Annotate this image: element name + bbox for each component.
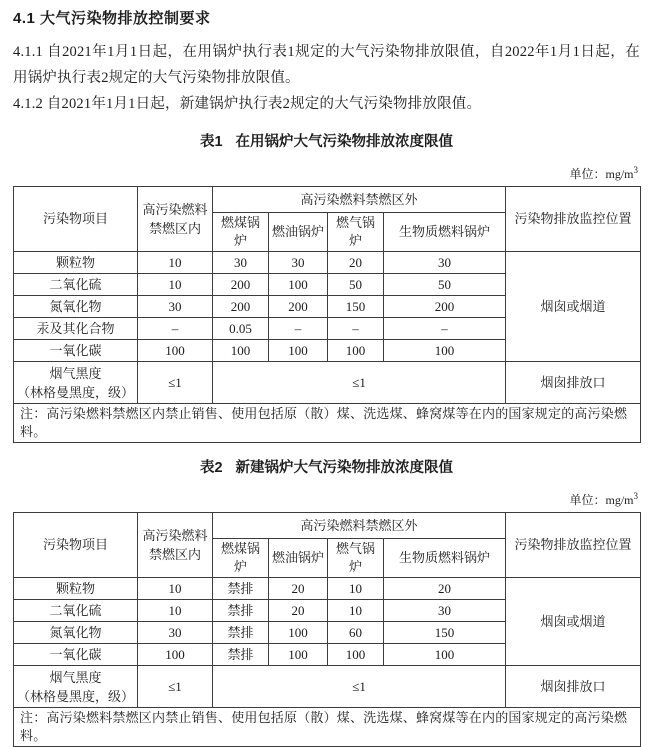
value-cell: – [384,318,506,340]
th-outside-ban-zone: 高污染燃料禁燃区外 [213,513,506,539]
table-row [14,578,641,600]
th-pollutant-item: 污染物项目 [14,187,138,252]
th-inside-ban-zone: 高污染燃料禁燃区内 [138,513,213,578]
pollutant-name-cell: 一氧化碳 [14,340,138,362]
pollutant-name-cell: 二氧化硫 [14,274,138,296]
value-cell: 100 [269,274,328,296]
paragraph-4-1-2: 4.1.2 自2021年1月1日起，新建锅炉执行表2规定的大气污染物排放限值。 [13,96,482,112]
value-cell: – [138,318,213,340]
note-row [14,404,641,443]
value-cell: 20 [269,600,328,622]
table2-caption-number: 表2 [199,460,223,476]
pollutant-name-cell: 颗粒物 [14,578,138,600]
th-monitor-position: 污染物排放监控位置 [506,513,641,578]
unit-superscript: 3 [633,165,638,175]
value-cell: 30 [384,600,506,622]
monitor-position-cell: 烟囱排放口 [506,362,641,404]
value-cell: 10 [328,578,384,600]
value-cell: – [269,318,328,340]
table1-in-use-boiler-limits [13,186,641,443]
value-cell: 10 [138,274,213,296]
value-cell: 0.05 [213,318,269,340]
value-cell: 100 [269,340,328,362]
th-pollutant-item: 污染物项目 [14,513,138,578]
paragraph-4-1-1: 4.1.1 自2021年1月1日起，在用锅炉执行表1规定的大气污染物排放限值，自2022年1月1日起，在用锅炉执行表2规定的大气污染物排放限值。 [13,44,640,86]
monitor-position-cell: 烟囱或烟道 [506,252,641,362]
value-cell: 30 [138,622,213,644]
table2-unit-label [13,489,640,507]
value-cell: 禁排 [213,578,269,600]
th-outside-ban-zone: 高污染燃料禁燃区外 [213,187,506,213]
pollutant-name-cell: 二氧化硫 [14,600,138,622]
pollutant-name-cell: 氮氧化物 [14,622,138,644]
table1-caption-number: 表1 [199,134,223,150]
value-cell: 禁排 [213,600,269,622]
table-note: 注：高污染燃料禁燃区内禁止销售、使用包括原（散）煤、洗选煤、蜂窝煤等在内的国家规定的高污染燃料。 [14,404,641,443]
value-cell: 30 [384,252,506,274]
table-row [14,252,641,274]
value-cell: 20 [328,252,384,274]
th-coal-boiler: 燃煤锅炉 [213,539,269,578]
table-note: 注：高污染燃料禁燃区内禁止销售、使用包括原（散）煤、洗选煤、蜂窝煤等在内的国家规定的高污染燃料。 [14,708,641,747]
value-cell: 100 [384,644,506,666]
smoke-darkness-row [14,666,641,708]
value-cell: 20 [269,578,328,600]
pollutant-name-cell [14,362,138,404]
value-cell: 禁排 [213,644,269,666]
th-biomass-boiler: 生物质燃料锅炉 [384,539,506,578]
value-cell: 10 [138,600,213,622]
pollutant-name-cell [14,666,138,708]
value-cell: 100 [213,340,269,362]
unit-text: 单位：mg/m [569,167,634,181]
value-cell: 200 [213,296,269,318]
section-heading: 4.1 大气污染物排放控制要求 [13,10,211,27]
value-cell: 100 [138,644,213,666]
value-cell: 100 [384,340,506,362]
value-cell: 200 [213,274,269,296]
value-cell: 150 [384,622,506,644]
th-monitor-position: 污染物排放监控位置 [506,187,641,252]
value-cell: 150 [328,296,384,318]
monitor-position-cell: 烟囱排放口 [506,666,641,708]
value-cell: 50 [384,274,506,296]
value-cell: 100 [138,340,213,362]
table2-caption [13,458,640,478]
value-cell: ≤1 [213,362,506,404]
pollutant-name-cell: 汞及其化合物 [14,318,138,340]
smoke-name-line2: （林格曼黑度，级） [16,688,134,704]
smoke-darkness-row [14,362,641,404]
smoke-name-line1: 烟气黑度 [49,669,102,685]
unit-superscript: 3 [633,491,638,501]
th-biomass-boiler: 生物质燃料锅炉 [384,213,506,252]
value-cell: ≤1 [138,666,213,708]
value-cell: 100 [269,644,328,666]
smoke-name-line2: （林格曼黑度，级） [16,384,134,400]
value-cell: 10 [138,578,213,600]
th-gas-boiler: 燃气锅炉 [328,213,384,252]
pollutant-name-cell: 氮氧化物 [14,296,138,318]
value-cell: 10 [328,600,384,622]
monitor-position-cell: 烟囱或烟道 [506,578,641,666]
value-cell: 100 [269,622,328,644]
table1-unit-label [13,163,640,181]
th-gas-boiler: 燃气锅炉 [328,539,384,578]
value-cell: ≤1 [138,362,213,404]
pollutant-name-cell: 一氧化碳 [14,644,138,666]
value-cell: 20 [384,578,506,600]
unit-text: 单位：mg/m [569,493,634,507]
value-cell: 200 [269,296,328,318]
pollutant-name-cell: 颗粒物 [14,252,138,274]
value-cell: 60 [328,622,384,644]
table2-caption-title: 新建锅炉大气污染物排放浓度限值 [235,460,454,476]
value-cell: – [328,318,384,340]
value-cell: 100 [328,644,384,666]
th-oil-boiler: 燃油锅炉 [269,213,328,252]
value-cell: 100 [328,340,384,362]
note-row [14,708,641,747]
value-cell: 200 [384,296,506,318]
value-cell: 禁排 [213,622,269,644]
value-cell: 10 [138,252,213,274]
table1-caption [13,132,640,152]
value-cell: 30 [213,252,269,274]
th-coal-boiler: 燃煤锅炉 [213,213,269,252]
value-cell: 30 [138,296,213,318]
table1-caption-title: 在用锅炉大气污染物排放浓度限值 [235,134,454,150]
value-cell: 50 [328,274,384,296]
th-inside-ban-zone: 高污染燃料禁燃区内 [138,187,213,252]
value-cell: ≤1 [213,666,506,708]
smoke-name-line1: 烟气黑度 [49,365,102,381]
th-oil-boiler: 燃油锅炉 [269,539,328,578]
table2-new-boiler-limits [13,512,641,747]
value-cell: 30 [269,252,328,274]
